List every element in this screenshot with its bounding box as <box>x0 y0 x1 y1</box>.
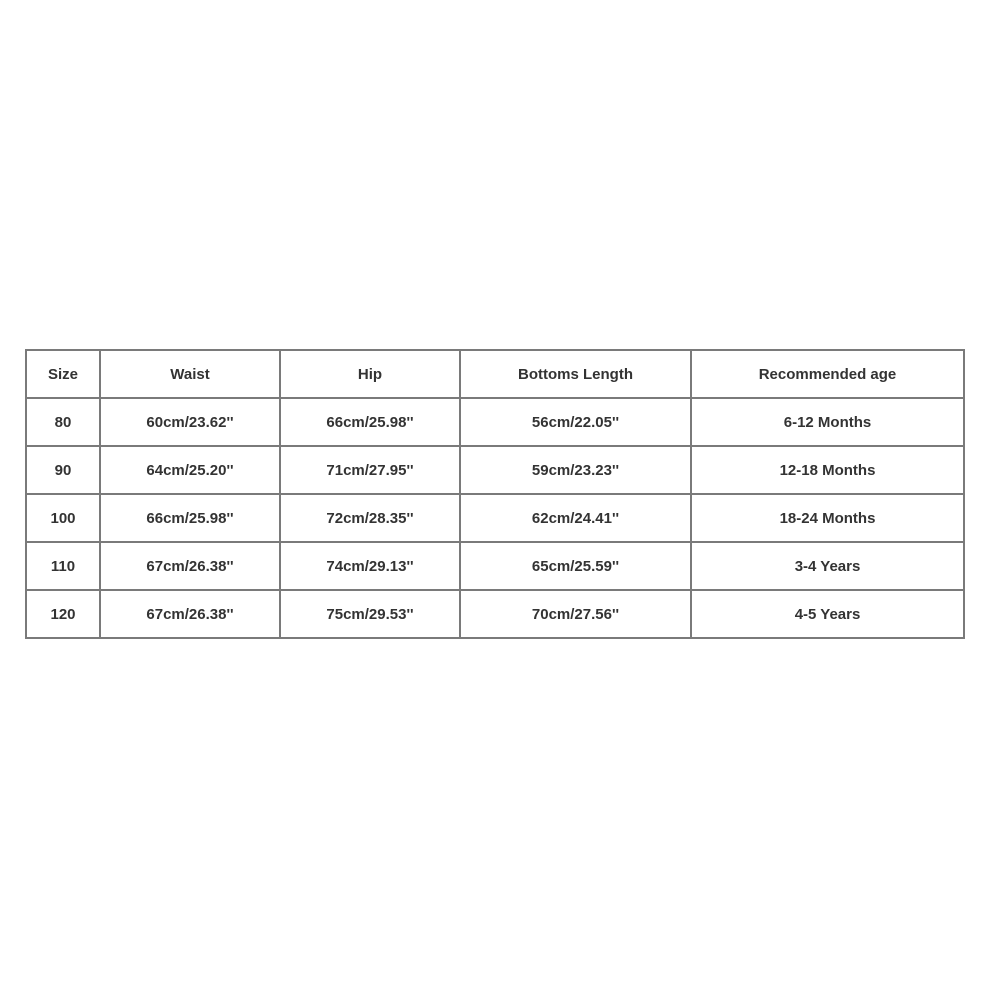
cell-hip: 75cm/29.53'' <box>280 590 460 638</box>
header-bottoms-length: Bottoms Length <box>460 350 691 398</box>
cell-waist: 66cm/25.98'' <box>100 494 280 542</box>
cell-size: 90 <box>26 446 100 494</box>
cell-bottoms-length: 70cm/27.56'' <box>460 590 691 638</box>
cell-size: 120 <box>26 590 100 638</box>
table-row <box>26 446 964 494</box>
table-header-row <box>26 350 964 398</box>
cell-bottoms-length: 62cm/24.41'' <box>460 494 691 542</box>
table-row <box>26 590 964 638</box>
table-row <box>26 398 964 446</box>
header-recommended-age: Recommended age <box>691 350 964 398</box>
cell-size: 100 <box>26 494 100 542</box>
cell-bottoms-length: 59cm/23.23'' <box>460 446 691 494</box>
cell-waist: 60cm/23.62'' <box>100 398 280 446</box>
cell-hip: 72cm/28.35'' <box>280 494 460 542</box>
cell-hip: 66cm/25.98'' <box>280 398 460 446</box>
table-row <box>26 494 964 542</box>
cell-hip: 74cm/29.13'' <box>280 542 460 590</box>
cell-hip: 71cm/27.95'' <box>280 446 460 494</box>
cell-recommended-age: 12-18 Months <box>691 446 964 494</box>
cell-size: 110 <box>26 542 100 590</box>
header-hip: Hip <box>280 350 460 398</box>
cell-waist: 67cm/26.38'' <box>100 542 280 590</box>
cell-recommended-age: 3-4 Years <box>691 542 964 590</box>
cell-bottoms-length: 56cm/22.05'' <box>460 398 691 446</box>
cell-waist: 64cm/25.20'' <box>100 446 280 494</box>
table-row <box>26 542 964 590</box>
cell-recommended-age: 18-24 Months <box>691 494 964 542</box>
cell-recommended-age: 6-12 Months <box>691 398 964 446</box>
cell-size: 80 <box>26 398 100 446</box>
cell-waist: 67cm/26.38'' <box>100 590 280 638</box>
cell-bottoms-length: 65cm/25.59'' <box>460 542 691 590</box>
header-size: Size <box>26 350 100 398</box>
cell-recommended-age: 4-5 Years <box>691 590 964 638</box>
size-chart-table <box>25 349 965 639</box>
header-waist: Waist <box>100 350 280 398</box>
